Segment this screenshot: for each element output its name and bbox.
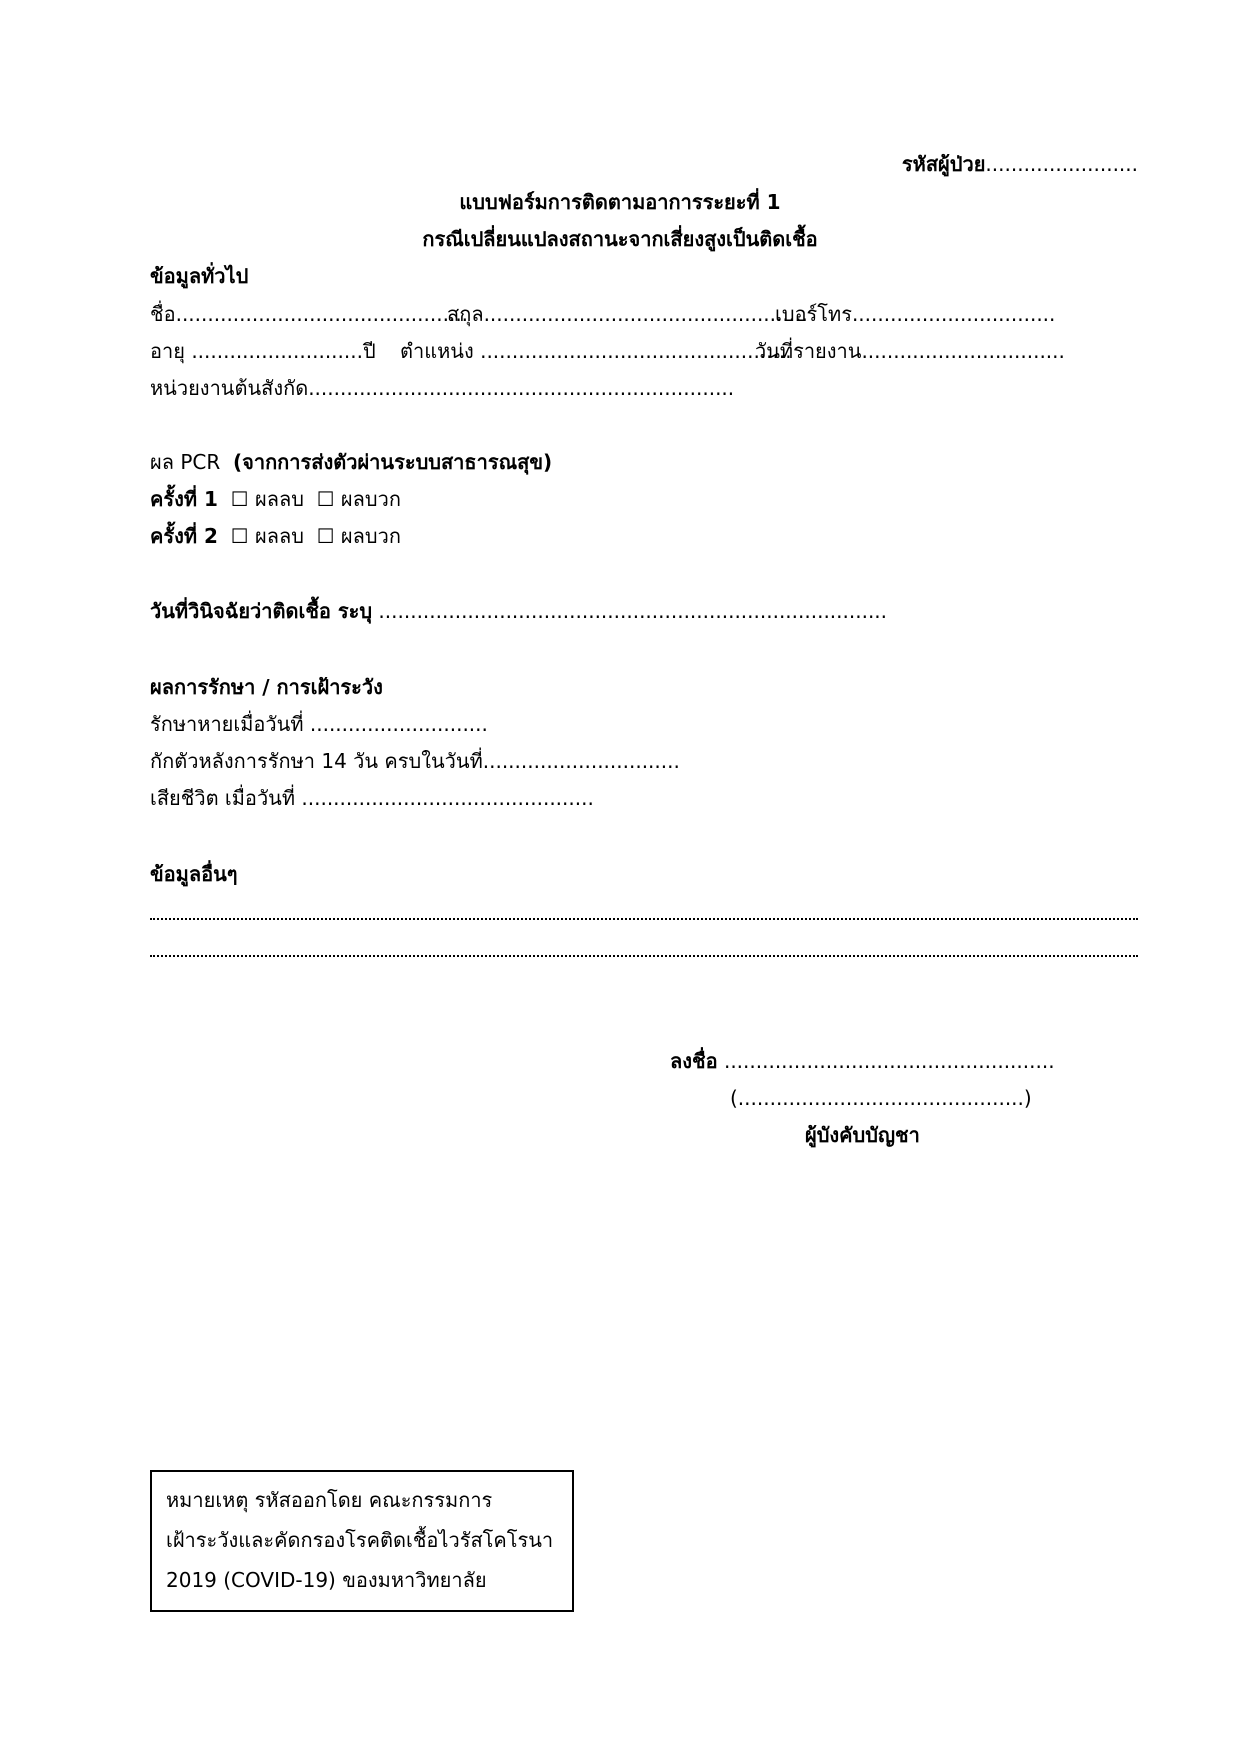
form-title: แบบฟอร์มการติดตามอาการระยะที่ 1 (459, 190, 781, 214)
signer-role: ผู้บังคับบัญชา (805, 1123, 920, 1147)
phone-field[interactable]: เบอร์โทร................................ (775, 302, 1056, 326)
signature-label: ลงชื่อ (670, 1049, 718, 1073)
pcr-heading (150, 452, 552, 472)
position-field[interactable]: ตำแหน่ง ................................................. (400, 339, 792, 363)
general-heading: ข้อมูลทั่วไป (150, 264, 249, 288)
positive-option-label: ผลบวก (340, 524, 401, 548)
pcr-round-2 (150, 526, 401, 546)
diagnosis-date-field[interactable] (150, 601, 887, 621)
surname-field[interactable]: สกุล................................................... (447, 302, 808, 326)
treatment-heading: ผลการรักษา / การเฝ้าระวัง (150, 675, 383, 699)
checkbox-positive-2[interactable]: ☐ (316, 524, 335, 548)
form-subtitle: กรณีเปลี่ยนแปลงสถานะจากเสี่ยงสูงเป็นติดเชื้อ (422, 227, 818, 251)
note-line-2: เฝ้าระวังและคัดกรองโรคติดเชื้อไวรัสโคโรนา (166, 1528, 554, 1552)
other-heading: ข้อมูลอื่นๆ (150, 862, 238, 886)
unit-field[interactable]: หน่วยงานต้นสังกัด................................................................... (150, 376, 735, 400)
diagnosis-label: วันที่วินิจฉัยว่าติดเชื้อ ระบุ (150, 599, 373, 623)
report-date-field[interactable]: วันที่รายงาน................................ (755, 339, 1065, 363)
signer-name-field[interactable]: (.............................................) (730, 1086, 1032, 1110)
patient-code-field[interactable] (902, 154, 1138, 174)
negative-option-label: ผลลบ (254, 487, 304, 511)
deceased-date-field[interactable]: เสียชีวิต เมื่อวันที่ .............................................. (150, 786, 594, 810)
pcr-heading-detail: (จากการส่งตัวผ่านระบบสาธารณสุข) (232, 450, 553, 474)
quarantine-date-field[interactable]: กักตัวหลังการรักษา 14 วัน ครบในวันที่............................... (150, 749, 680, 773)
recovered-date-field[interactable]: รักษาหายเมื่อวันที่ ............................ (150, 712, 488, 736)
note-box (150, 1470, 574, 1612)
name-field[interactable]: ชื่อ.............................................. (150, 302, 469, 326)
note-line-1: หมายเหตุ รหัสออกโดย คณะกรรมการ (166, 1488, 493, 1512)
other-info-line-1[interactable] (150, 918, 1138, 920)
note-line-3: 2019 (COVID-19) ของมหาวิทยาลัย (166, 1568, 487, 1592)
negative-option-label: ผลลบ (254, 524, 304, 548)
positive-option-label: ผลบวก (340, 487, 401, 511)
patient-code-dots: ........................ (985, 152, 1138, 176)
patient-code-label: รหัสผู้ป่วย (901, 152, 986, 176)
checkbox-positive-1[interactable]: ☐ (316, 487, 335, 511)
pcr-round-label: ครั้งที่ 1 (150, 487, 218, 511)
pcr-round-1 (150, 489, 401, 509)
signature-dots: .................................................... (723, 1049, 1055, 1073)
pcr-round-label: ครั้งที่ 2 (150, 524, 218, 548)
checkbox-negative-2[interactable]: ☐ (230, 524, 249, 548)
diagnosis-dots: ................................................................................ (378, 599, 888, 623)
age-field[interactable]: อายุ ...........................ปี (150, 339, 376, 363)
other-info-line-2[interactable] (150, 955, 1138, 957)
pcr-heading-label: ผล PCR (150, 450, 221, 474)
checkbox-negative-1[interactable]: ☐ (230, 487, 249, 511)
signature-field[interactable] (670, 1051, 1055, 1071)
